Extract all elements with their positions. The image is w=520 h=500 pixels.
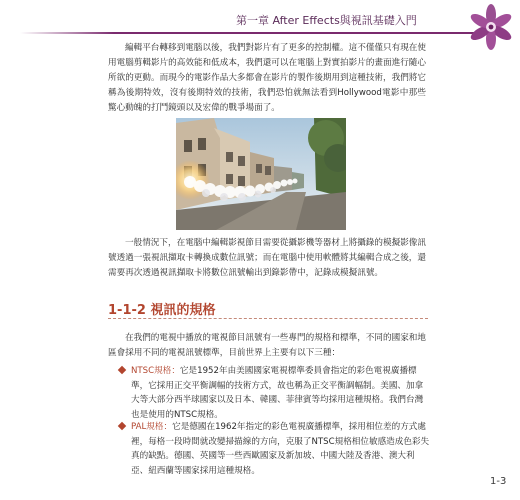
list-item-pal (131, 420, 431, 478)
chapter-header-title: 第一章 After Effects與視訊基礎入門 (236, 14, 417, 27)
paragraph-standards: 在我們的電視中播放的電視節目訊號有一些專門的規格和標準，不同的國家和地區會採用不同的電視訊號標準，目前世界上主要有以下三種： (108, 333, 426, 358)
list-item-ntsc (131, 364, 431, 422)
section-title: 1-1-2 視訊的規格 (108, 303, 216, 318)
page-number: 1-3 (490, 476, 507, 487)
street-effects-photo (176, 118, 346, 230)
section-heading (108, 299, 428, 319)
bullet-text: 它是1952年由美國國家電視標準委員會指定的彩色電視廣播標準，它採用正交平衡調幅的技術方式，故也稱為正交平衡調幅制。美國、加拿大等大部分西半球國家以及日本、韓國、菲律賓等均採用這種規格。我們台灣也是使用的NTSC規格。 (131, 366, 424, 420)
header-rule (20, 32, 490, 34)
section-rule (108, 318, 428, 319)
paragraph-intro: 編輯平台轉移到電腦以後，我們對影片有了更多的控制權。這不僅僅只有現在使用電腦剪輯影片的高效能和低成本，我們還可以在電腦上對實拍影片的畫面進行隨心所欲的更動。而現今的電影作品大多都會在影片的製作後期用到這種技術，我們將它稱為後期特效，沒有後期特效的技術，我們恐怕就無法看到Hollywood電影中那些驚心動魄的打鬥鏡頭以及宏偉的戰爭場面了。 (108, 43, 426, 113)
diamond-bullet-icon (118, 366, 126, 374)
paragraph-signal: 一般情況下，在電腦中編輯影視節目需要從攝影機等器材上將攝錄的模擬影像訊號透過一張視訊擷取卡轉換成數位訊號；而在電腦中使用軟體將其編輯合成之後，還需要再次透過視訊擷取卡將數位訊號輸出到錄影帶中，記錄成模擬訊號。 (108, 238, 426, 278)
bullet-lead: PAL規格： (131, 422, 173, 432)
flower-ornament-icon (466, 2, 516, 52)
bullet-text: 它是德國在1962年指定的彩色電視廣播標準，採用相位差的方式處裡，每格一段時間就改變掃描線的方向，克服了NTSC規格相位敏感造成色彩失真的缺點。德國、英國等一些西歐國家及新加坡、中國大陸及香港、澳大利亞、紐西蘭等國家採用這種規格。 (131, 422, 430, 476)
bullet-lead: NTSC規格： (131, 366, 180, 376)
diamond-bullet-icon (118, 422, 126, 430)
